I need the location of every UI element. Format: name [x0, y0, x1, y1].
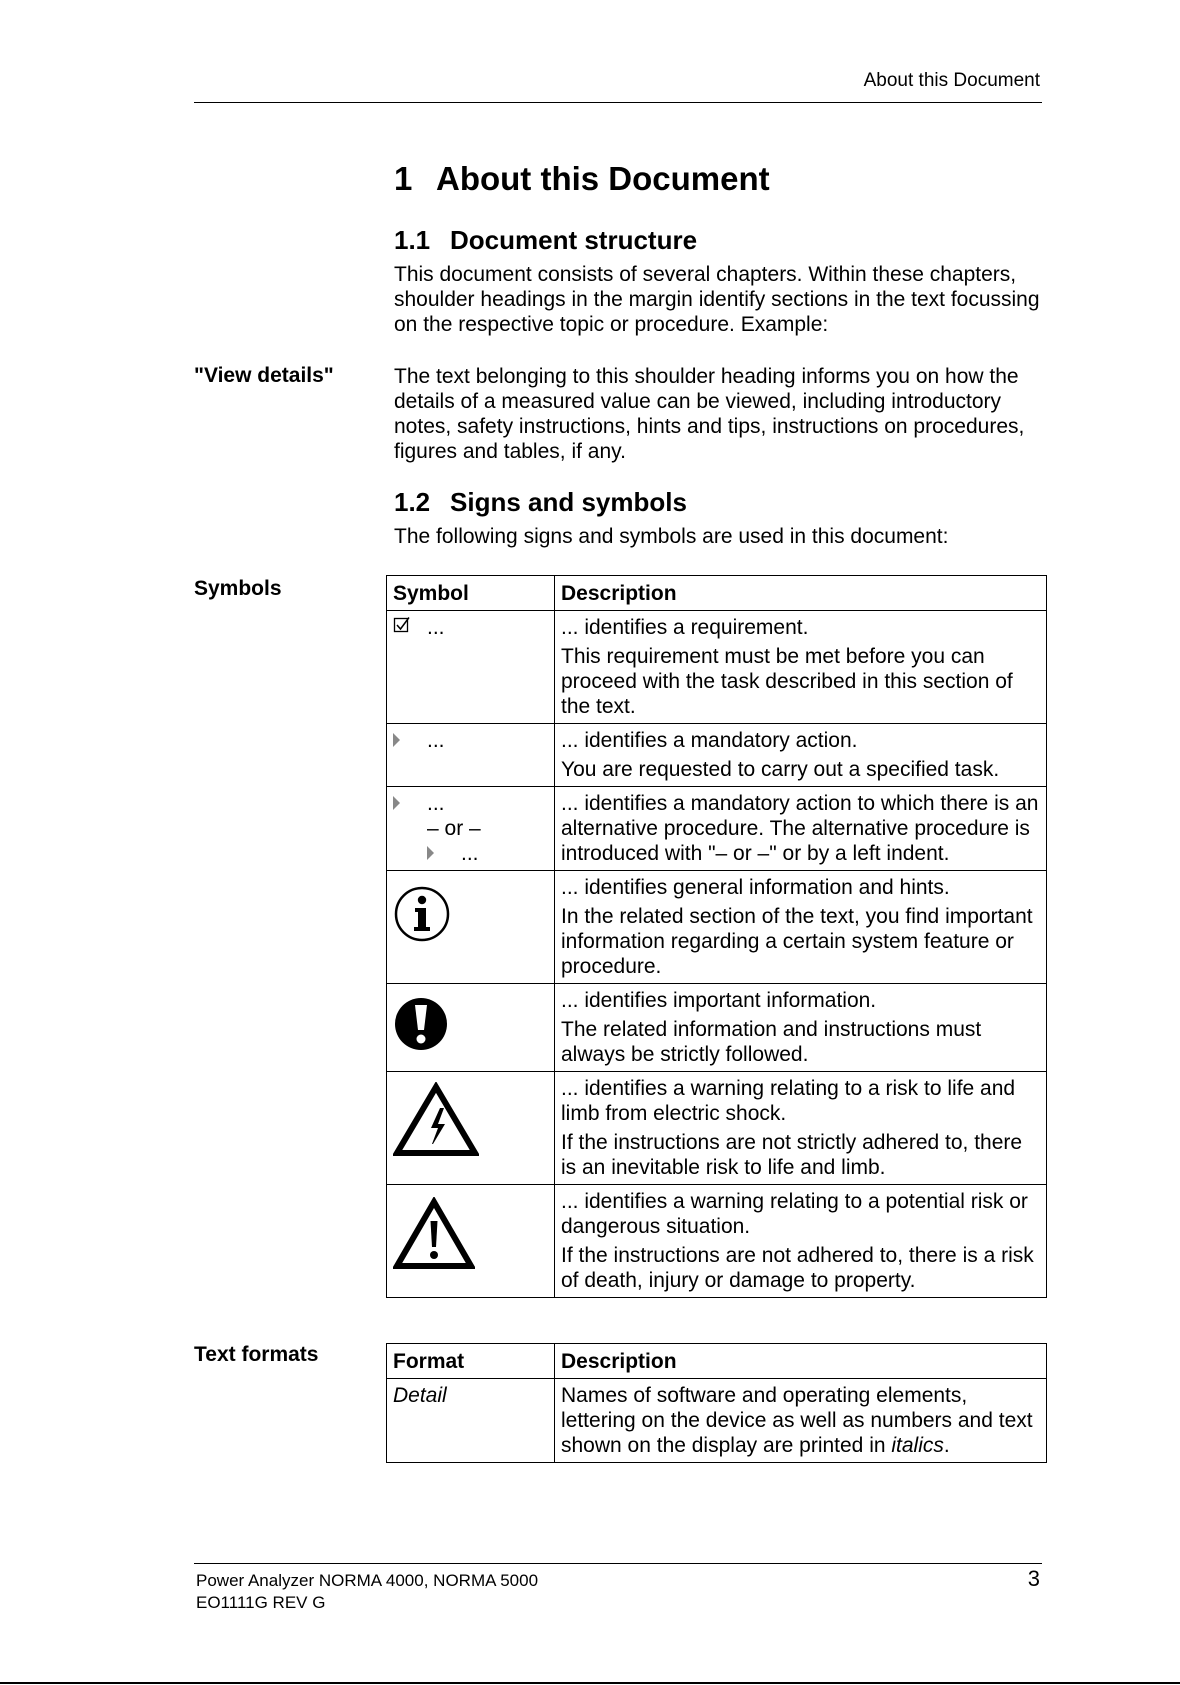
- symbol-cell: [387, 871, 555, 984]
- chapter-heading: [394, 160, 770, 198]
- description-line: The related information and instructions must always be strictly followed.: [561, 1018, 982, 1066]
- description-line: ... identifies a mandatory action.: [561, 729, 858, 752]
- arrow-icon: [393, 791, 427, 816]
- table-header-row: [387, 576, 1047, 611]
- column-header-symbol: Symbol: [387, 576, 555, 611]
- table-row: [387, 984, 1047, 1072]
- shoulder-example-text: The text belonging to this shoulder heading informs you on how the details of a measured value can be viewed, including introductory notes, safety instructions, hints and tips, instructions on procedures, figures and tables, if any.: [394, 365, 1025, 463]
- description-cell: [555, 984, 1047, 1072]
- arrow-icon: [427, 841, 461, 866]
- chapter-number: 1: [394, 160, 413, 197]
- table-row: [387, 787, 1047, 871]
- description-cell: [555, 1185, 1047, 1298]
- shoulder-heading-symbols: Symbols: [194, 577, 282, 600]
- description-text: Names of software and operating elements, lettering on the device as well as numbers and text shown on the display are printed in: [561, 1384, 1033, 1457]
- table-row: [387, 871, 1047, 984]
- description-line: ... identifies important information.: [561, 989, 877, 1012]
- footer-rule: [194, 1563, 1042, 1564]
- footer-doc-id: EO1111G REV G: [196, 1593, 326, 1612]
- section-heading-1-1: [394, 225, 697, 256]
- info-icon: [393, 925, 451, 948]
- description-line: ... identifies general information and hints.: [561, 876, 950, 899]
- footer-product: Power Analyzer NORMA 4000, NORMA 5000: [196, 1571, 539, 1590]
- bottom-edge-line: [0, 1682, 1180, 1684]
- symbol-cell: [387, 787, 555, 871]
- checkbox-icon: [393, 615, 427, 640]
- format-cell: Detail: [387, 1379, 555, 1463]
- description-line: ... identifies a requirement.: [561, 616, 809, 639]
- chapter-title: About this Document: [436, 160, 770, 197]
- section-title: Document structure: [450, 225, 698, 255]
- symbol-or-text: – or –: [427, 817, 481, 840]
- section-1-2-intro: The following signs and symbols are used in this document:: [394, 525, 949, 548]
- shoulder-heading-text-formats: Text formats: [194, 1343, 319, 1366]
- page-number: 3: [1027, 1566, 1040, 1591]
- description-line: This requirement must be met before you can proceed with the task described in this section of the text.: [561, 645, 1013, 718]
- section-heading-1-2: [394, 487, 687, 518]
- description-line: If the instructions are not strictly adhered to, there is an inevitable risk to life and limb.: [561, 1131, 1023, 1179]
- section-1-1-intro: This document consists of several chapters. Within these chapters, shoulder headings in the margin identify sections in the text focussing on the respective topic or procedure. Example:: [394, 263, 1040, 336]
- column-header-description: Description: [555, 576, 1047, 611]
- section-number: 1.2: [394, 487, 431, 517]
- symbol-cell: [387, 611, 555, 724]
- table-row: [387, 611, 1047, 724]
- description-end: .: [943, 1434, 950, 1457]
- description-cell: [555, 611, 1047, 724]
- header-rule: [194, 102, 1042, 103]
- description-cell: [555, 787, 1047, 871]
- symbol-cell: [387, 1072, 555, 1185]
- table-row: [387, 1379, 1047, 1463]
- description-line: ... identifies a warning relating to a potential risk or dangerous situation.: [561, 1190, 1028, 1238]
- shoulder-heading-view-details: "View details": [194, 364, 334, 387]
- symbol-cell: [387, 1185, 555, 1298]
- electric-shock-warning-icon: [393, 1140, 479, 1163]
- table-header-row: [387, 1344, 1047, 1379]
- description-line: ... identifies a warning relating to a risk to life and limb from electric shock.: [561, 1077, 1016, 1125]
- symbol-cell: [387, 984, 555, 1072]
- text-formats-table: [386, 1343, 1047, 1463]
- description-line: ... identifies a mandatory action to which there is an alternative procedure. The alternative procedure is introduced with "– or –" or by a left indent.: [561, 792, 1039, 865]
- description-cell: [555, 1072, 1047, 1185]
- symbols-table: [386, 575, 1047, 1298]
- general-warning-icon: [393, 1253, 475, 1276]
- description-cell: [555, 724, 1047, 787]
- description-line: If the instructions are not adhered to, there is a risk of death, injury or damage to property.: [561, 1244, 1034, 1292]
- section-title: Signs and symbols: [450, 487, 687, 517]
- description-line: You are requested to carry out a specified task.: [561, 758, 1000, 781]
- column-header-description: Description: [555, 1344, 1047, 1379]
- exclamation-icon: [393, 1034, 449, 1057]
- symbol-text: ...: [427, 792, 445, 815]
- description-cell: [555, 1379, 1047, 1463]
- table-row: [387, 724, 1047, 787]
- column-header-format: Format: [387, 1344, 555, 1379]
- symbol-cell: [387, 724, 555, 787]
- symbol-text: ...: [427, 729, 445, 752]
- table-row: [387, 1185, 1047, 1298]
- description-line: In the related section of the text, you find important information regarding a certain system feature or procedure.: [561, 905, 1033, 978]
- description-cell: [555, 871, 1047, 984]
- footer-info: [196, 1570, 538, 1614]
- running-header: About this Document: [863, 70, 1040, 91]
- arrow-icon: [393, 728, 427, 753]
- symbol-alt-text: ...: [461, 842, 479, 865]
- table-row: [387, 1072, 1047, 1185]
- symbol-text: ...: [427, 616, 445, 639]
- section-number: 1.1: [394, 225, 431, 255]
- description-italic-text: italics: [891, 1434, 944, 1457]
